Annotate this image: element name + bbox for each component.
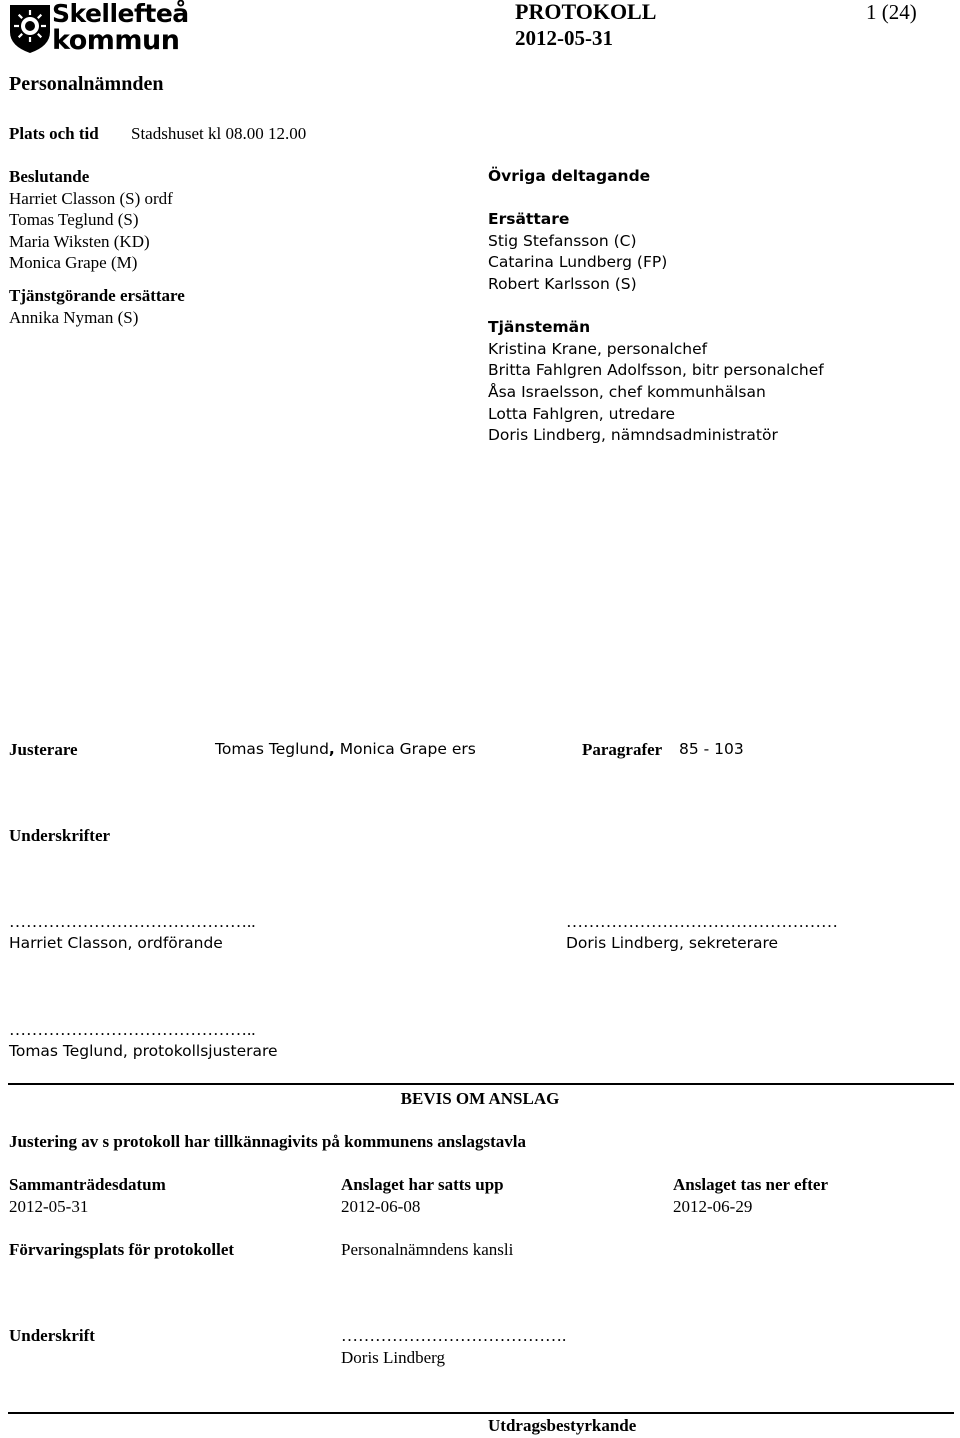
anslaget-upp-label: Anslaget har satts upp [341, 1175, 504, 1194]
anslaget-ner-label: Anslaget tas ner efter [673, 1175, 829, 1194]
tjanstemän-heading: Tjänstemän [488, 318, 591, 337]
signature-line-secretary: ………………………………………… [566, 912, 838, 931]
bevis-statement: Justering av s protokoll har tillkännagivits på kommunens anslagstavla [9, 1132, 527, 1151]
beslutande-heading: Beslutande [9, 167, 90, 186]
justerare-names [215, 739, 476, 761]
signatures-heading: Underskrifter [9, 826, 111, 845]
storage-label: Förvaringsplats för protokollet [9, 1240, 235, 1259]
divider-bottom [8, 1412, 954, 1414]
justerare-separator: , [328, 740, 335, 758]
beslutande-item: Harriet Classon (S) ordf [9, 188, 173, 208]
tjanstemän-item: Britta Fahlgren Adolfsson, bitr personalchef [488, 361, 824, 380]
underskrift-name: Doris Lindberg [341, 1348, 446, 1367]
tjanstemän-item: Kristina Krane, personalchef [488, 339, 708, 358]
logo-text-2: kommun [52, 25, 180, 56]
beslutande-item: Monica Grape (M) [9, 253, 138, 273]
sammantradesdatum-label: Sammanträdesdatum [9, 1175, 166, 1194]
paragrafer-label: Paragrafer [582, 740, 663, 759]
page-number: 1 (24) [866, 0, 917, 24]
document-title: PROTOKOLL [515, 0, 657, 24]
justerare-name-1: Tomas Teglund [215, 740, 329, 758]
justerare-name-2: Monica Grape ers [334, 740, 476, 758]
storage-value: Personalnämndens kansli [341, 1240, 514, 1259]
skelleftea-logo [6, 2, 192, 56]
tjanstgorande-item: Annika Nyman (S) [9, 307, 139, 327]
paragrafer-value: 85 - 103 [679, 740, 744, 758]
bevis-title: BEVIS OM ANSLAG [400, 1089, 560, 1108]
signature-line-chairman: …………………………………….. [9, 912, 256, 931]
left-participants [9, 166, 185, 328]
tjanstemän-item: Åsa Israelsson, chef kommunhälsan [488, 382, 766, 401]
coat-of-arms-icon [6, 2, 54, 54]
ersattare-item: Robert Karlsson (S) [488, 274, 637, 293]
signature-name-secretary: Doris Lindberg, sekreterare [566, 934, 779, 952]
right-participants [488, 166, 824, 447]
tjanstemän-item: Doris Lindberg, nämndsadministratör [488, 426, 778, 445]
place-label: Plats och tid [9, 124, 99, 143]
place-value: Stadshuset kl 08.00 12.00 [131, 124, 307, 143]
beslutande-item: Tomas Teglund (S) [9, 210, 139, 230]
ovriga-heading: Övriga deltagande [488, 167, 651, 185]
ersattare-item: Stig Stefansson (C) [488, 231, 637, 250]
tjanstemän-item: Lotta Fahlgren, utredare [488, 404, 676, 423]
committee-name: Personalnämnden [9, 73, 164, 95]
ersattare-item: Catarina Lundberg (FP) [488, 253, 668, 272]
divider-top [8, 1083, 954, 1085]
signature-name-chairman: Harriet Classon, ordförande [9, 934, 223, 952]
signature-line-adjuster: …………………………………….. [9, 1020, 256, 1039]
justerare-label: Justerare [9, 740, 78, 759]
utdragsbestyrkande-label: Utdragsbestyrkande [488, 1416, 637, 1435]
anslaget-ner-value: 2012-06-29 [673, 1197, 753, 1216]
anslaget-upp-value: 2012-06-08 [341, 1197, 421, 1216]
sammantradesdatum-value: 2012-05-31 [9, 1197, 89, 1216]
document-date: 2012-05-31 [515, 26, 613, 50]
beslutande-item: Maria Wiksten (KD) [9, 231, 150, 251]
underskrift-line: …………………………………. [341, 1326, 567, 1345]
logo-text-1: Skellefteå [52, 0, 189, 28]
tjanstgorande-heading: Tjänstgörande ersättare [9, 285, 185, 305]
ersattare-heading: Ersättare [488, 210, 570, 229]
underskrift-label: Underskrift [9, 1326, 95, 1345]
signature-name-adjuster: Tomas Teglund, protokollsjusterare [9, 1042, 278, 1060]
